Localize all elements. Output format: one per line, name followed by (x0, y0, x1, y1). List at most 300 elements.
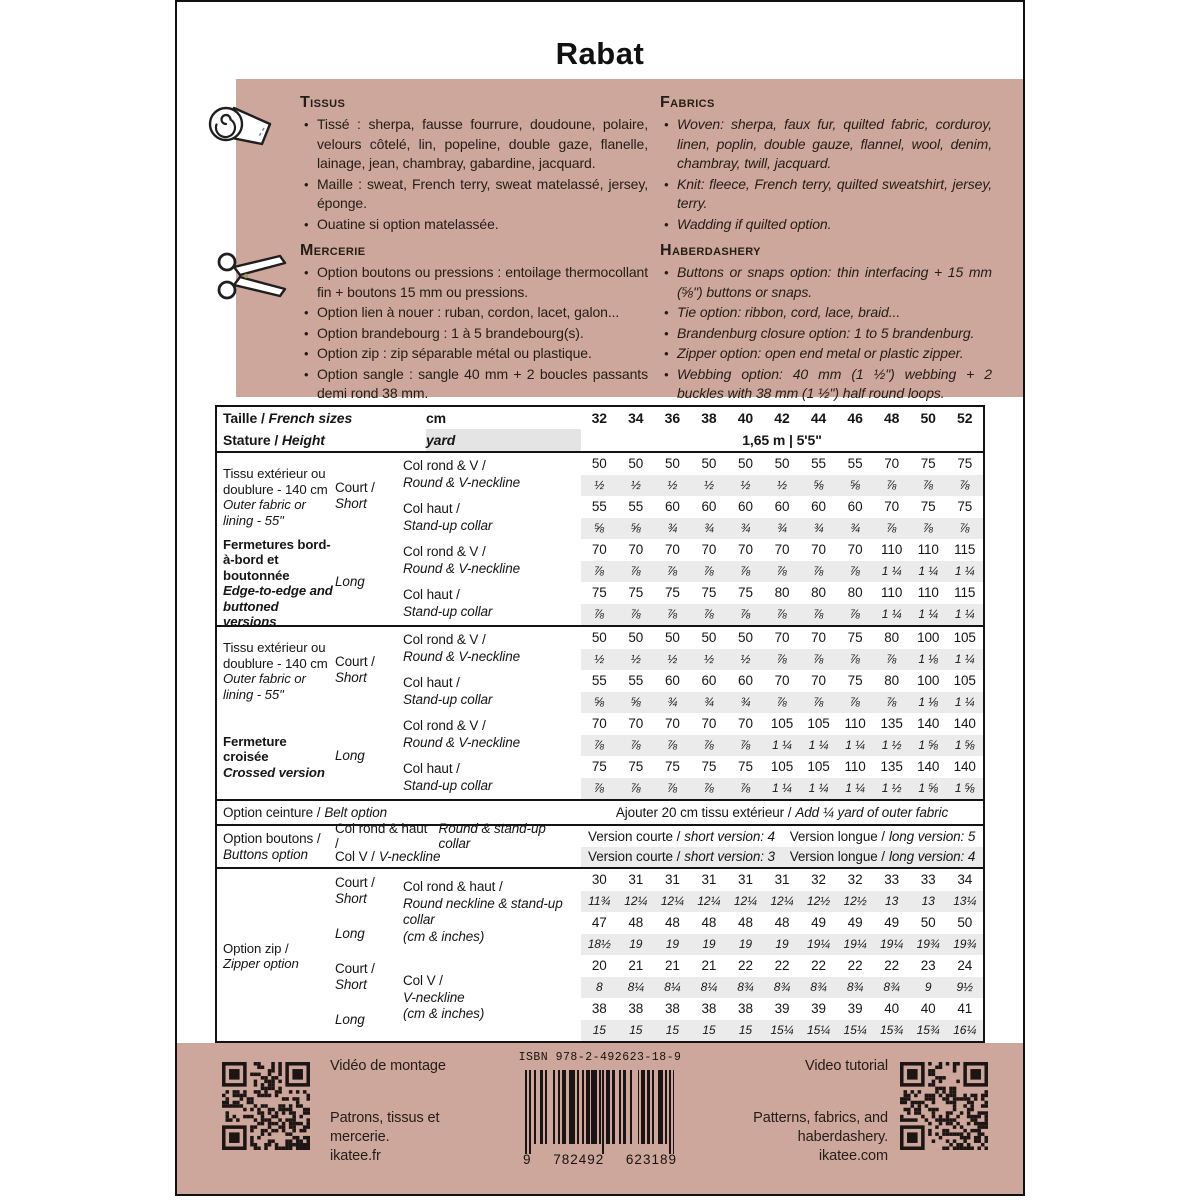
barcode-bar (582, 1070, 584, 1144)
inch-value: 12½ (800, 891, 837, 913)
qr-code-french-site (222, 1062, 310, 1150)
cm-value: 31 (774, 872, 790, 888)
fabrics-heading: Fabrics (660, 94, 715, 111)
yard-value: ¾ (727, 518, 764, 540)
cm-value: 55 (591, 499, 607, 515)
size-column-header: 50 (920, 410, 936, 426)
barcode-bar (647, 1070, 651, 1144)
list-item: • Option sangle : sangle 40 mm + 2 boucles passants demi rond 38 mm. (300, 365, 648, 404)
measure-line: Col haut / (403, 501, 460, 516)
cm-value: 75 (628, 585, 644, 601)
table-variant-label (335, 539, 397, 625)
cm-value: 39 (774, 1001, 790, 1017)
inch-value: 12¼ (654, 891, 691, 913)
barcode-bar (529, 1070, 531, 1154)
haberdashery-heading: Haberdashery (660, 242, 761, 259)
table-measure-label (397, 713, 581, 756)
zip-variant-label (335, 912, 397, 955)
measure-line: Col rond & V / (403, 544, 486, 559)
buttons-label-en: Buttons option (223, 846, 308, 862)
yard-value: ⅞ (764, 649, 801, 671)
buttons-option-label (217, 826, 335, 867)
size-column-header: 52 (957, 410, 973, 426)
size-column-header: 46 (847, 410, 863, 426)
tissus-list (300, 115, 648, 234)
cm-value: 70 (738, 716, 753, 732)
yard-value: 1 ⅝ (910, 735, 947, 757)
zip-section-grid (217, 867, 983, 1041)
info-column-french (300, 92, 648, 412)
footer-right-url: ikatee.com (818, 1148, 888, 1164)
cm-value: 50 (957, 915, 973, 931)
yard-value: 1 ½ (873, 778, 910, 800)
yard-value: ⅞ (800, 649, 837, 671)
buttons-collar-label (335, 821, 581, 852)
size-column-header: 42 (774, 410, 790, 426)
unit-cm-label: cm (426, 410, 447, 426)
barcode-digits (517, 1152, 683, 1167)
cm-value: 70 (884, 456, 900, 472)
yard-value: ⅞ (800, 561, 837, 583)
cm-value: 105 (953, 673, 976, 689)
buttons-label-fr: Option boutons / (223, 830, 321, 846)
footer-band (177, 1043, 1023, 1194)
measure-line: Col rond & V / (403, 718, 486, 733)
table-side-label (217, 536, 335, 629)
side-label-fr: Fermeture croisée (223, 733, 287, 765)
cm-value: 75 (591, 759, 607, 775)
barcode-bar (669, 1070, 671, 1154)
side-label-fr: Fermetures bord-à-bord et boutonnée (223, 536, 331, 583)
buttons-option-rows (217, 821, 983, 867)
barcode-bars (525, 1070, 674, 1156)
cm-value: 70 (811, 673, 826, 689)
cm-value: 30 (591, 872, 607, 888)
header-unit-yard (393, 429, 581, 451)
belt-value-en: Add ¼ yard of outer fabric (795, 805, 949, 820)
cm-value: 70 (811, 542, 826, 558)
cm-value: 70 (738, 542, 753, 558)
barcode-bar (606, 1070, 610, 1144)
cm-value: 135 (880, 716, 903, 732)
size-column-header: 36 (664, 410, 681, 426)
footer-left-text (330, 1109, 470, 1166)
yard-value: 1 ¼ (837, 735, 874, 757)
measure-line: Col rond & V / (403, 458, 486, 473)
cm-value: 75 (738, 759, 753, 775)
yard-value: ⅞ (581, 735, 618, 757)
inch-value: 8¼ (654, 977, 691, 999)
cm-value: 140 (917, 759, 940, 775)
yard-value: ⅞ (581, 604, 618, 626)
cm-value: 22 (774, 958, 790, 974)
list-item: • Option lien à nouer : ruban, cordon, lacet, galon... (300, 303, 648, 323)
cm-value: 50 (664, 456, 680, 472)
size-column-header: 34 (628, 410, 644, 426)
cm-value: 75 (628, 759, 644, 775)
yard-value: ⅞ (764, 604, 801, 626)
cm-value: 60 (701, 499, 717, 515)
cm-value: 100 (917, 673, 940, 689)
zip-variant-label (335, 869, 397, 912)
inch-value: 19 (618, 934, 655, 956)
list-item: • Zipper option: open end metal or plastic zipper. (660, 344, 992, 364)
yard-value: ½ (654, 475, 691, 497)
cm-value: 80 (884, 673, 900, 689)
inch-value: 15 (581, 1020, 618, 1042)
table-variant-label (335, 453, 397, 539)
yard-value: 1 ¼ (764, 778, 801, 800)
yard-value: ½ (727, 649, 764, 671)
variant-line: Short (335, 670, 367, 685)
inch-value: 16¼ (946, 1020, 983, 1042)
size-table-body (217, 453, 983, 799)
cm-value: 60 (847, 499, 863, 515)
inch-value: 8¾ (764, 977, 801, 999)
size-table-section (217, 453, 983, 629)
barcode-bar (638, 1070, 640, 1144)
cm-value: 38 (664, 1001, 680, 1017)
yard-value: ⅞ (873, 649, 910, 671)
buttons-long-version (782, 826, 983, 847)
size-column-header: 44 (810, 410, 827, 426)
cm-value: 21 (701, 958, 717, 974)
cm-value: 50 (920, 915, 936, 931)
table-measure-label (397, 627, 581, 670)
cm-value: 39 (847, 1001, 863, 1017)
cm-value: 105 (807, 759, 830, 775)
table-measure-label (397, 582, 581, 625)
yard-value: ⅞ (873, 518, 910, 540)
cm-value: 50 (701, 630, 717, 646)
table-side-label (217, 713, 335, 799)
zip-label-en: Zipper option (223, 956, 299, 971)
cm-value: 20 (591, 958, 607, 974)
cm-value: 22 (884, 958, 900, 974)
cm-value: 60 (701, 673, 717, 689)
cm-value: 100 (917, 630, 940, 646)
inch-value: 15¾ (873, 1020, 910, 1042)
version-en: short version: 4 (684, 828, 775, 844)
height-label-fr: Stature / (223, 432, 279, 448)
cm-value: 105 (807, 716, 830, 732)
yard-value: ½ (691, 649, 728, 671)
tissus-heading: Tissus (300, 94, 346, 111)
inch-value: 15¼ (764, 1020, 801, 1042)
yard-value: ½ (618, 649, 655, 671)
header-sizes-label (217, 407, 393, 429)
inch-value: 19 (691, 934, 728, 956)
yard-value: ⅞ (691, 561, 728, 583)
cm-value: 55 (628, 499, 644, 515)
yard-value: ⅞ (764, 561, 801, 583)
barcode-bar (612, 1070, 616, 1144)
measure-line: V-neckline (403, 989, 465, 1005)
cm-value: 115 (954, 542, 976, 558)
cm-value: 21 (664, 958, 680, 974)
cm-value: 31 (664, 872, 680, 888)
cm-value: 38 (738, 1001, 753, 1017)
yard-value: ¾ (727, 692, 764, 714)
inch-value: 8¾ (837, 977, 874, 999)
cm-value: 31 (628, 872, 644, 888)
cm-value: 55 (591, 673, 607, 689)
yard-value: 1 ⅛ (910, 692, 947, 714)
cm-value: 140 (917, 716, 940, 732)
barcode-bar (665, 1070, 667, 1144)
size-table-section (217, 625, 983, 799)
cm-value: 70 (701, 542, 717, 558)
yard-value: ⅞ (727, 778, 764, 800)
list-item: • Option boutons ou pressions : entoilage thermocollant fin + boutons 15 mm ou pressions. (300, 263, 648, 302)
yard-value: ½ (581, 475, 618, 497)
variant-line: Short (335, 976, 367, 992)
barcode-bar (602, 1070, 604, 1154)
yard-value: ⅝ (618, 518, 655, 540)
yard-value: ½ (581, 649, 618, 671)
barcode-bar (673, 1070, 675, 1154)
yard-value: ⅞ (764, 692, 801, 714)
yard-value: 1 ¼ (946, 604, 983, 626)
barcode-digit-group: 9 (523, 1152, 532, 1167)
inch-value: 13 (873, 891, 910, 913)
cm-value: 70 (774, 673, 790, 689)
video-tutorial-fr-label: Vidéo de montage (330, 1058, 446, 1074)
size-table (215, 405, 985, 1043)
cm-value: 55 (628, 673, 644, 689)
list-item: • Buttons or snaps option: thin interfacing + 15 mm (⅝") buttons or snaps. (660, 263, 992, 302)
yard-value: ⅞ (946, 518, 983, 540)
zip-variant-label (335, 998, 397, 1041)
yard-value: 1 ⅝ (946, 735, 983, 757)
cm-value: 48 (701, 915, 717, 931)
inch-value: 8¼ (691, 977, 728, 999)
cm-value: 40 (920, 1001, 936, 1017)
yard-value: ⅞ (654, 735, 691, 757)
cm-value: 60 (774, 499, 790, 515)
yard-value: 1 ¼ (800, 735, 837, 757)
cm-value: 33 (920, 872, 936, 888)
yard-value: ¾ (837, 518, 874, 540)
mercerie-list (300, 263, 648, 404)
yard-value: 1 ¼ (946, 692, 983, 714)
height-label-en: Height (281, 432, 325, 448)
side-label-en: Crossed version (223, 764, 325, 780)
height-note: 1,65 m | 5'5" (742, 432, 822, 448)
size-column-header: 38 (701, 410, 717, 426)
cm-value: 75 (664, 759, 680, 775)
inch-value: 15 (691, 1020, 728, 1042)
unit-yard-label: yard (426, 432, 456, 448)
barcode-bar (619, 1070, 621, 1144)
header-unit-cm (393, 407, 581, 429)
buttons-long-version (782, 847, 983, 868)
yard-value: 1 ¼ (800, 778, 837, 800)
yard-value: ½ (618, 475, 655, 497)
size-table-header (217, 407, 983, 453)
inch-value: 8 (581, 977, 618, 999)
cm-value: 75 (664, 585, 680, 601)
yard-value: ½ (654, 649, 691, 671)
header-label-fr: Taille / (223, 410, 265, 426)
cm-value: 47 (591, 915, 607, 931)
cm-value: 39 (811, 1001, 826, 1017)
inch-value: 12¼ (764, 891, 801, 913)
cm-value: 31 (701, 872, 717, 888)
barcode-bar (641, 1070, 645, 1144)
yard-value: ¾ (800, 518, 837, 540)
cm-value: 105 (953, 630, 976, 646)
side-label-en: Outer fabric or lining - 55" (223, 671, 306, 702)
cm-value: 31 (738, 872, 753, 888)
header-height-label (217, 429, 393, 451)
fabric-roll-icon (204, 94, 284, 156)
size-column-header: 32 (591, 410, 607, 426)
cm-value: 60 (811, 499, 826, 515)
cm-value: 23 (920, 958, 936, 974)
list-item: • Tie option: ribbon, cord, lace, braid... (660, 303, 992, 323)
inch-value: 12½ (837, 891, 874, 913)
cm-value: 32 (811, 872, 826, 888)
cm-value: 49 (847, 915, 863, 931)
version-en: short version: 3 (684, 849, 775, 865)
yard-value: ¾ (691, 518, 728, 540)
yard-value: ⅞ (654, 778, 691, 800)
list-item: • Option zip : zip séparable métal ou plastique. (300, 344, 648, 364)
cm-value: 22 (847, 958, 863, 974)
cm-value: 55 (847, 456, 863, 472)
barcode-bar (562, 1070, 566, 1144)
cm-value: 110 (844, 759, 866, 775)
yard-value: 1 ⅛ (910, 649, 947, 671)
variant-line: Long (335, 574, 365, 589)
variant-line: Court / (335, 654, 375, 669)
belt-label-en: Belt option (324, 805, 388, 820)
cm-value: 75 (701, 585, 717, 601)
side-label-en: Outer fabric or lining - 55" (223, 497, 306, 528)
cm-value: 80 (811, 585, 826, 601)
yard-value: ⅞ (654, 604, 691, 626)
list-item: • Tissé : sherpa, fausse fourrure, doudoune, polaire, velours côtelé, lin, popeline, double gaze, flanelle, lainage, jean, chambray, gabardine, jacquard. (300, 115, 648, 174)
cm-value: 32 (847, 872, 863, 888)
video-tutorial-en-label: Video tutorial (805, 1058, 888, 1074)
inch-value: 15 (654, 1020, 691, 1042)
barcode-bar (591, 1070, 597, 1144)
yard-value: ⅞ (800, 604, 837, 626)
yard-value: ⅞ (618, 778, 655, 800)
cm-value: 49 (884, 915, 900, 931)
yard-value: 1 ¼ (873, 561, 910, 583)
measure-line: Round & V-neckline (403, 474, 521, 490)
cm-value: 70 (884, 499, 900, 515)
list-item: • Woven: sherpa, faux fur, quilted fabric, corduroy, linen, poplin, double gauze, flannel, wool, denim, chambray, twill, jacquard. (660, 115, 992, 174)
version-fr: Version courte / (588, 849, 681, 865)
cm-value: 70 (591, 716, 607, 732)
list-item: • Wadding if quilted option. (660, 215, 992, 235)
version-fr: Version longue / (789, 828, 885, 844)
barcode-bar (558, 1070, 560, 1144)
collar-en: Round & stand-up collar (438, 821, 546, 852)
fabrics-list (660, 115, 992, 234)
yard-value: ⅞ (691, 604, 728, 626)
cm-value: 105 (770, 759, 794, 775)
measure-line: Round & V-neckline (403, 734, 521, 750)
cm-value: 75 (738, 585, 753, 601)
cm-value: 34 (957, 872, 973, 888)
cm-value: 33 (884, 872, 900, 888)
cm-value: 75 (957, 499, 973, 515)
yard-value: ⅞ (691, 735, 728, 757)
barcode-bar (553, 1070, 555, 1144)
cm-value: 70 (664, 716, 680, 732)
variant-line: Court / (335, 874, 375, 890)
barcode-bar (577, 1070, 579, 1144)
size-column-header: 48 (883, 410, 900, 426)
inch-value: 11¾ (581, 891, 618, 913)
cm-value: 110 (881, 542, 903, 558)
yard-value: ⅞ (691, 778, 728, 800)
yard-value: 1 ¼ (910, 604, 947, 626)
yard-value: ¾ (691, 692, 728, 714)
cm-value: 48 (774, 915, 790, 931)
inch-value: 9 (910, 977, 947, 999)
table-measure-label (397, 453, 581, 496)
cm-value: 50 (774, 456, 790, 472)
inch-value: 12¼ (618, 891, 655, 913)
yard-value: ⅞ (618, 561, 655, 583)
measure-line: Stand-up collar (403, 603, 493, 619)
table-measure-label (397, 496, 581, 539)
zip-label-fr: Option zip / (223, 940, 289, 956)
cm-value: 48 (738, 915, 753, 931)
mercerie-heading: Mercerie (300, 242, 366, 259)
barcode-bar (652, 1070, 654, 1144)
collar-fr: Col V / (335, 849, 375, 865)
cm-value: 70 (701, 716, 717, 732)
yard-value: 1 ¼ (837, 778, 874, 800)
inch-value: 15¼ (800, 1020, 837, 1042)
footer-right-tagline: Patterns, fabrics, and haberdashery. (753, 1110, 888, 1145)
measure-line: (cm & inches) (403, 1006, 485, 1022)
measure-line: Stand-up collar (403, 691, 493, 707)
scissors-icon (214, 247, 288, 305)
yard-value: ⅞ (654, 561, 691, 583)
inch-value: 13 (910, 891, 947, 913)
footer-left-tagline: Patrons, tissus et mercerie. (330, 1110, 440, 1145)
inch-value: 9½ (946, 977, 983, 999)
inch-value: 19¾ (946, 934, 983, 956)
yard-value: ⅝ (581, 692, 618, 714)
cm-value: 75 (920, 456, 936, 472)
cm-value: 50 (591, 630, 607, 646)
variant-line: Long (335, 1011, 365, 1027)
measure-line: Round neckline & stand-up collar (403, 895, 563, 927)
yard-value: ⅞ (873, 692, 910, 714)
list-item: • Brandenburg closure option: 1 to 5 brandenburg. (660, 324, 992, 344)
cm-value: 49 (811, 915, 826, 931)
barcode-bar (599, 1070, 601, 1144)
cm-value: 140 (953, 759, 976, 775)
isbn-number: ISBN 978-2-492623-18-9 (518, 1051, 682, 1064)
barcode-bar (525, 1070, 527, 1154)
yard-value: ⅞ (873, 475, 910, 497)
variant-line: Court / (335, 480, 375, 495)
belt-label-fr: Option ceinture / (223, 805, 321, 820)
measure-line: Stand-up collar (403, 517, 493, 533)
table-variant-label (335, 713, 397, 799)
yard-value: ⅞ (946, 475, 983, 497)
table-measure-label (397, 539, 581, 582)
